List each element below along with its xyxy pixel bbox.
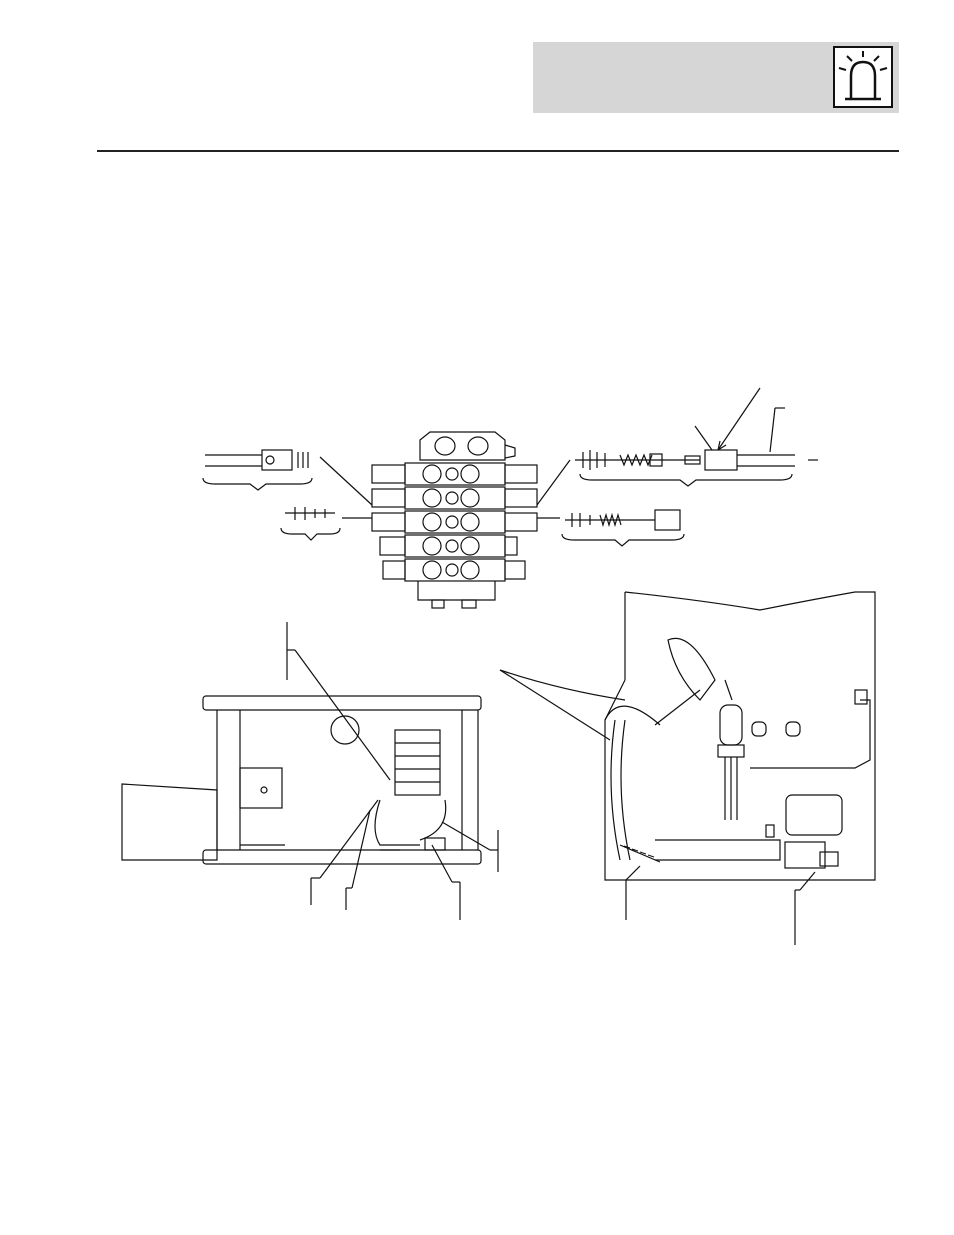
- left-spool-parts-upper: [203, 450, 372, 540]
- hydraulic-control-valve-illustration: [0, 370, 954, 970]
- beacon-warning-light-icon: [833, 46, 893, 108]
- control-valve-stack: [372, 432, 537, 608]
- cab-side-view: [500, 592, 875, 945]
- header-rule: [97, 150, 899, 152]
- right-spool-parts-upper: [537, 388, 818, 546]
- frame-top-view: [122, 622, 498, 920]
